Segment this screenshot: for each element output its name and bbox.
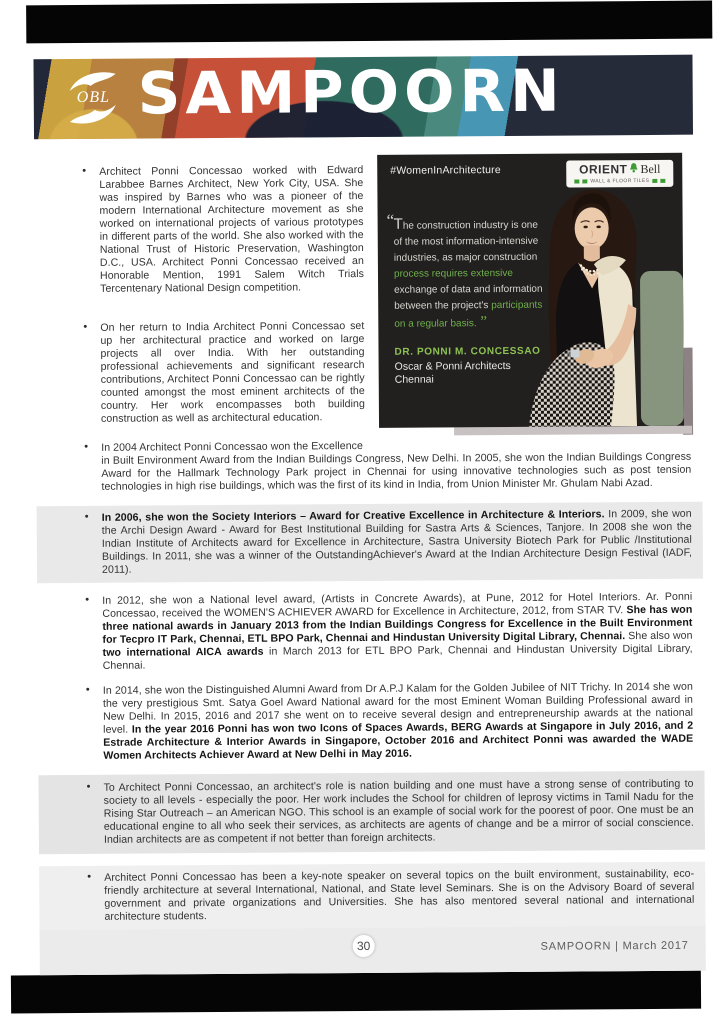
brand-suffix: Bell [640, 161, 661, 177]
text-segment: in Built Environment Award from the Indian Buildings Congress, New Delhi. In 2005, she won the Indian Buildings Congress Award for the Hallmark Technology Park project in Chennai for using innovative technologies such as post tension technologies in high rise buildings, which was the first of its kind in India, from Union Minister Mr. Ghulam Nabi Azad. [101, 450, 692, 493]
bullet-paragraph-4 [37, 502, 704, 584]
bullet-paragraph-3 [79, 438, 691, 494]
open-quote-icon: “ [386, 210, 395, 230]
text-segment: She also won [625, 629, 693, 643]
bell-icon [629, 162, 638, 173]
text-segment: exchange of data and information between the project's [394, 283, 543, 312]
obl-logo [58, 63, 131, 136]
obl-logo-text: OBL [76, 88, 111, 106]
bullet-paragraph-8 [39, 862, 705, 931]
text-segment: participants [491, 299, 543, 312]
brand-name: ORIENT [579, 162, 628, 177]
footer-issue-label: SAMPOORN | March 2017 [540, 939, 689, 953]
bullet-paragraph-7 [38, 771, 705, 855]
magazine-title: SAMPOORN [137, 56, 566, 128]
text-segment: She has won three national awards in January 2013 from the Indian Buildings Congress for Excellence in the Built Environment for Tecpro IT Park, Chennai, ETL BPO Park, Chennai and Hindustan University Digital Library, Chennai. [102, 603, 693, 646]
scan-border-bottom [11, 971, 701, 1014]
wristwatch [571, 349, 580, 357]
hashtag-label: #WomenInArchitecture [390, 164, 501, 177]
scan-border-top [26, 1, 712, 44]
pull-quote [386, 210, 547, 333]
text-segment: two international AICA awards [102, 645, 264, 659]
text-segment: In 2012, she won a National level award, (Artists in Concrete Awards), at Pune, 2012 for Hotel Interiors. Ar. Ponni Concessao, received the WOMEN'S ACHIEVER AWARD for Excellence in Architecture, 2012, from STAR TV. [102, 590, 693, 620]
quote-text [394, 216, 547, 333]
person-name: DR. PONNI M. CONCESSAO [394, 345, 541, 358]
face [575, 207, 609, 249]
person-credit [394, 346, 540, 387]
neck [584, 245, 600, 261]
person-firm: Oscar & Ponni Architects [394, 359, 511, 373]
page-number: 30 [353, 935, 375, 957]
text-segment: In 2014, she won the Distinguished Alumni Award from Dr A.P.J Kalam for the Golden Jubilee of NIT Trichy. In 2014 she won the very prestigious Smt. Satya Goel Award National award for the most Eminent Woman Building Professional award in New Delhi. In 2015, 2016 and 2017 she went on to receive several design and entrepreneurship awards at the national level. [102, 680, 694, 736]
text-segment: The construction industry is one of the most information-intensive industries, as major construction [393, 215, 539, 264]
text-segment: To Architect Ponni Concessao, an architect's role is nation building and one must have a strong sense of contributing to society to all levels - especially the poor. Her work includes the School for children of leprosy victims in Tamil Nadu for the Rising Star Outreach – an American NGO. This school is an example of social work for the poorest of poor. One must be an educational engine to all who seek their services, as architects are agents of change and be a mirror of social conscience. Indian architects are as competent if not better than foreign architects. [103, 777, 694, 846]
text-segment: In 2004 Architect Ponni Concessao won the Excellence [101, 439, 363, 454]
text-segment: On her return to India Architect Ponni Concessao set up her architectural practice and worked on large projects all over India. With her outstanding professional achievements and significant research contributions, Architect Ponni Concessao can be rightly counted amongst the most eminent architects of the country. Her work encompasses both building construction as well as architectural education. [100, 319, 365, 425]
feature-photo-card [377, 153, 684, 428]
text-segment: process requires extensive [393, 267, 513, 280]
magazine-header-banner [33, 55, 693, 140]
text-segment: In 2009, she won the Archi Design Award - Award for Best Institutional Building for Sastra Arts & Sciences, Tanjore. In 2008 she won the Indian Institute of Architects award for Excellence in Architecture, Sastra University Biotech Park for Public /Institutional Buildings. In 2011, she was a winner of the OutstandingAchiever's Award at the Indian Architecture Design Festival (IADF, 2011). [101, 507, 692, 576]
text-segment: ” [476, 314, 488, 331]
text-segment: Architect Ponni Concessao worked with Edward Larabbee Barnes Architect, New York City, USA. She was inspired by Barnes who was a pioneer of the modern International Architecture movement as she worked on international projects of various prototypes in different parts of the world. She also worked with the National Trust of Historic Preservation, Washington D.C., USA. Architect Ponni Concessao received an Honorable Mention, 1991 Salem Witch Trials Tercentenary National Design competition. [99, 163, 365, 295]
text-segment: In 2006, she won the Society Interiors – Award for Creative Excellence in Architecture & Interiors. [101, 508, 605, 524]
cushion [640, 271, 684, 426]
brand-tagline: WALL & FLOOR TILES [590, 177, 650, 185]
text-segment: Architect Ponni Concessao has been a key-note speaker on several topics on the built environment, sustainability, eco-friendly architecture at several International, National, and State level Seminars. She is on the Advisory Board of several government and private organizations and Universities. She has also mentored several national and international architecture students. [104, 867, 695, 923]
bullet-paragraph-6 [81, 681, 694, 763]
text-segment: on a regular basis. [394, 318, 477, 330]
person-city: Chennai [394, 373, 434, 386]
text-segment: in March 2013 for ETL BPO Park, Chennai and Hindustan University Digital Library, Chennai. [102, 642, 693, 672]
bullet-paragraph-5 [80, 591, 693, 673]
text-segment: In the year 2016 Ponni has won two Icons of Spaces Awards, BERG Awards at Singapore in July 2016, and 2 Estrade Architecture & Interior Awards in Singapore, October 2016 and Architect Ponni was awarded the WADE Women Architects Achiever Award at New Delhi in May 2016. [103, 719, 694, 762]
